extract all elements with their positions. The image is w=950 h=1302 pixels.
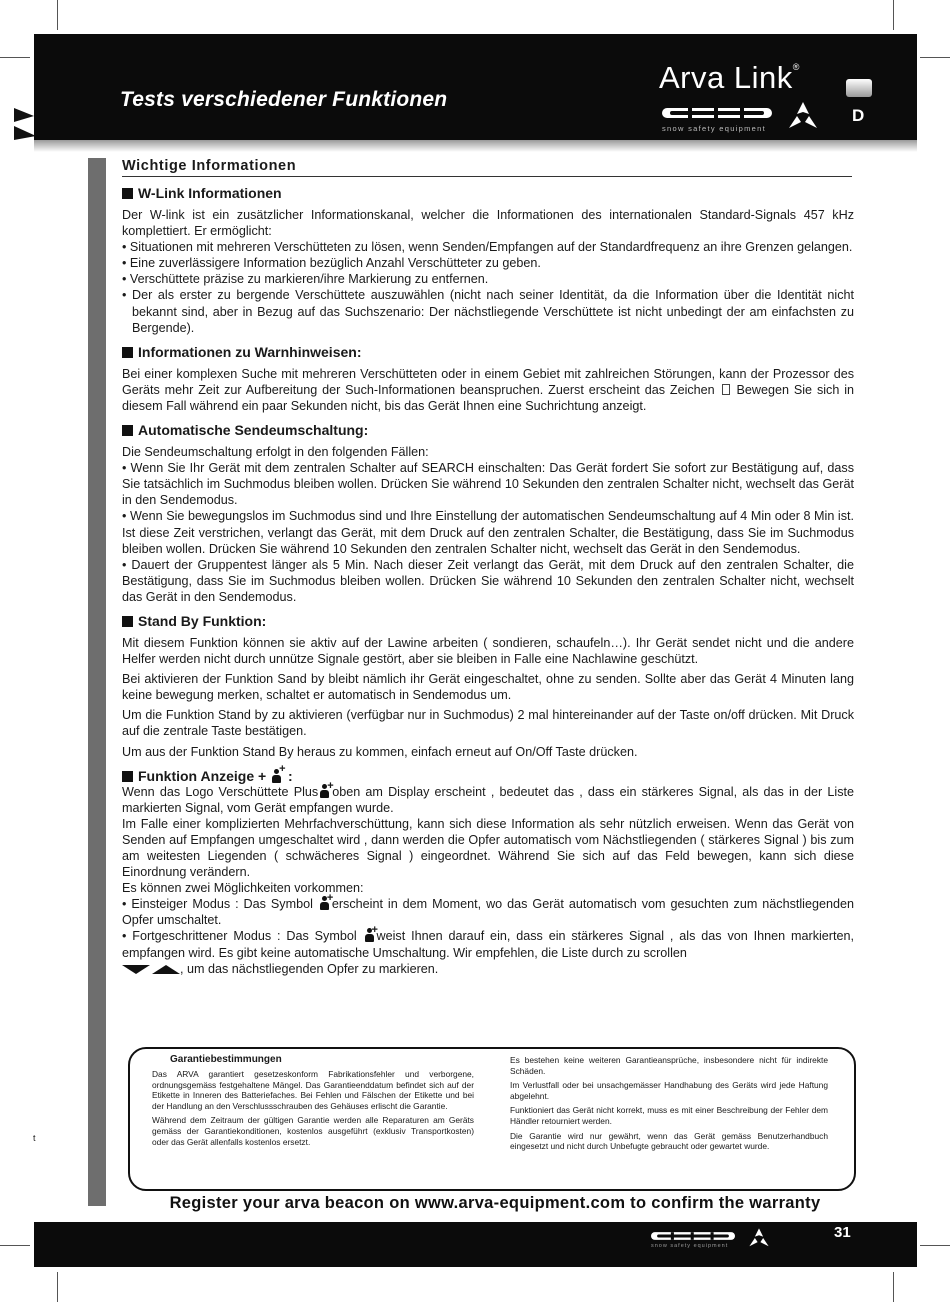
- warranty-paragraph: Funktioniert das Gerät nicht korrekt, muss es mit einer Beschreibung der Fehler dem Händler retourniert werden.: [510, 1105, 828, 1126]
- crop-mark: [57, 0, 58, 30]
- square-bullet-icon: [122, 347, 133, 358]
- brand-name-text: Arva Link: [659, 60, 793, 95]
- paragraph: Mit diesem Funktion können sie aktiv auf der Lawine arbeiten ( sondieren, schaufeln…). Ihr Gerät sendet nicht und die andere Helfer werden nicht durch unnütze Signale gestört, aber sie bleiben in Falle eine Nachlawine geschützt.: [122, 635, 854, 667]
- crop-mark: [0, 57, 30, 58]
- section-heading-standby: [122, 613, 854, 629]
- square-bullet-icon: [122, 771, 133, 782]
- mountain-edge-icon: [14, 100, 36, 140]
- section-heading-auto-switch: [122, 422, 854, 438]
- crop-mark: [920, 1245, 950, 1246]
- heading-text: Informationen zu Warnhinweisen:: [138, 343, 362, 360]
- text-span: • Einsteiger Modus : Das Symbol: [122, 897, 313, 912]
- heading-colon: :: [288, 767, 293, 784]
- text-span: weist Ihnen darauf ein, dass ein stärkeres Signal , als das von Ihnen markierten, empfangen wird. Es gibt keine automatische Umschaltung. Wir empfehlen, die Liste durch zu scrollen: [122, 929, 854, 960]
- text-span: Bewegen Sie sich in diesem Fall während ein paar Sekunden nicht, bis das Gerät Ihnen eine Suchrichtung anzeigt.: [122, 382, 855, 413]
- person-plus-icon: +: [319, 784, 331, 798]
- warranty-paragraph: Das ARVA garantiert gesetzeskonform Fabrikationsfehler und verborgene, ordnungsgemäss festgehaltene Mängel. Das Garantieenddatum befindet sich auf der Etikette in Inneren des Batteriefaches. Bei Fehlen und Fälschen der Etikette und bei der Handlung an den Verschlussschrauben des Gehäuses erlischt die Garantie.: [152, 1069, 474, 1111]
- paragraph: Um aus der Funktion Stand By heraus zu kommen, einfach erneut auf On/Off Taste drücken.: [122, 744, 638, 759]
- section-main-title: Wichtige Informationen: [122, 158, 852, 177]
- bullet-item: • Wenn Sie Ihr Gerät mit dem zentralen Schalter auf SEARCH einschalten: Das Gerät fordert Sie sofort zur Bestätigung auf, dass Sie tatsächlich im Suchmodus bleiben wollen. Drücken Sie während 10 Sekunden den zentralen Schalter nicht, wechselt das Gerät in den Sendemodus.: [122, 461, 854, 508]
- warranty-right-column: [510, 1055, 828, 1156]
- bullet-item: • Situationen mit mehreren Verschütteten zu lösen, wenn Senden/Empfangen auf der Standardfrequenz an ihre Grenzen gelangen.: [122, 240, 853, 255]
- paragraph: [122, 366, 854, 414]
- page-number: 31: [834, 1224, 851, 1241]
- warranty-paragraph: Die Garantie wird nur gewährt, wenn das Gerät gemäss Benutzerhandbuch eingesetzt und nicht durch Unbefugte gebraucht oder gewartet wurde.: [510, 1130, 828, 1152]
- heading-text: W-Link Informationen: [138, 185, 282, 201]
- bullet-item: • Eine zuverlässigere Information bezüglich Anzahl Verschütteter zu geben.: [122, 256, 541, 271]
- person-plus-icon: +: [364, 928, 376, 942]
- crop-mark: [893, 1272, 894, 1302]
- paragraph: Bei aktivieren der Funktion Sand by bleibt nämlich ihr Gerät eingeschaltet, ohne zu senden. Sollte aber das Gerät 4 Minuten lang keine bewegung merken, schaltet er automatisch in Sendemodus um.: [122, 672, 854, 703]
- paragraph: [122, 779, 854, 816]
- bullet-item: • Verschüttete präzise zu markieren/ihre Markierung zu entfernen.: [122, 272, 489, 287]
- warranty-paragraph: Im Verlustfall oder bei unsachgemässer Handhabung des Geräts wird jede Haftung abgelehnt.: [510, 1080, 828, 1101]
- arva-logo-icon: [662, 106, 772, 120]
- arva-logo-icon: [651, 1230, 735, 1242]
- register-link-text: Register your arva beacon on www.arva-equipment.com to confirm the warranty: [169, 1194, 821, 1212]
- section-heading-wlink: [122, 185, 854, 201]
- bullet-item: [122, 924, 854, 976]
- bullet-item: [122, 892, 855, 928]
- text-span: erscheint in dem Moment, wo das Gerät automatisch vom gesuchten zum nächstliegenden Opfer umschaltet.: [122, 897, 855, 928]
- bullet-item: • Wenn Sie bewegungslos im Suchmodus sind und Ihre Einstellung der automatischen Sendeumschaltung auf 4 Min oder 8 Min ist. Ist diese Zeit verstrichen, verlangt das Gerät, mit dem Druck auf den zentralen Schalter, die Bestätigung, dass Sie im Suchmodus bleiben wollen. Drücken Sie während 10 Sekunden den zentralen Schalter nicht, wechselt das Gerät in den Sendemodus.: [122, 509, 854, 556]
- sidebar-bar: [88, 158, 106, 1206]
- crop-mark: [57, 1272, 58, 1302]
- warranty-paragraph: Während dem Zeitraum der gültigen Garantie werden alle Reparaturen am Geräts gemäss der Garantiekonditionen, kostenlos ausgeführt (exklusiv Transportkosten) oder das Gerät allenfalls kostenlos ersetzt.: [152, 1115, 474, 1147]
- heading-text: Funktion Anzeige +: [138, 767, 267, 784]
- text-span: oben am Display erscheint , bedeutet das , dass ein stärkeres Signal, als das in der Liste markierten Signal, vom Gerät empfangen wurde.: [122, 784, 854, 815]
- main-content: [122, 158, 854, 977]
- scroll-arrows-icon: [122, 963, 180, 975]
- heading-text: Stand By Funktion:: [138, 612, 267, 629]
- paragraph: Im Falle einer komplizierten Mehrfachverschüttung, kann sich diese Information als sehr nützlich erweisen. Wenn das Gerät von Senden auf Empfangen umgeschaltet wird , dann werden die Opfer automatisch vom Nächstliegenden ( stärkeres Signal ) bis zum am weitesten Liegenden ( schwächeres Signal ) eingeordnet. Während Sie sich auf das Feld bewegen, kann sich diese Einordnung verändern.: [122, 816, 854, 880]
- warranty-left-column: [152, 1069, 474, 1151]
- language-code: D: [852, 106, 865, 125]
- section-heading-warnings: [122, 344, 854, 360]
- text-span: • Fortgeschrittener Modus : Das Symbol: [122, 929, 357, 944]
- hourglass-icon: [722, 384, 730, 395]
- brand-name: [659, 60, 800, 96]
- paragraph: Es können zwei Möglichkeiten vorkommen:: [122, 881, 364, 896]
- paragraph: Die Sendeumschaltung erfolgt in den folgenden Fällen:: [122, 445, 429, 460]
- page-footer: [34, 1222, 917, 1267]
- language-flag-icon: [846, 79, 872, 97]
- header-shadow: [34, 140, 917, 152]
- warranty-paragraph: Es bestehen keine weiteren Garantieansprüche, insbesondere nicht für indirekte Schäden.: [510, 1055, 828, 1076]
- heading-text: Automatische Sendeumschaltung:: [138, 422, 369, 439]
- square-bullet-icon: [122, 425, 133, 436]
- page-header: [34, 34, 917, 140]
- person-plus-icon: +: [319, 896, 331, 910]
- paragraph: Um die Funktion Stand by zu aktivieren (verfügbar nur in Suchmodus) 2 mal hintereinander auf der Taste on/off drücken. Mit Druck auf die zentrale Taste bestätigen.: [122, 708, 854, 739]
- bullet-item: • Dauert der Gruppentest länger als 5 Min. Nach dieser Zeit verlangt das Gerät, mit dem Druck auf den zentralen Schalter, die Bestätigung, dass Sie im Suchmodus bleiben wollen. Drücken Sie während 10 Sekunden den zentralen Schalter nicht, wechselt das Gerät in den Sendemodus.: [122, 557, 854, 604]
- footer-brand-subtitle: snow safety equipment: [651, 1243, 729, 1249]
- text-span: , um das nächstliegenden Opfer zu markieren.: [180, 961, 439, 976]
- paragraph: Der W-link ist ein zusätzlicher Informationskanal, welcher die Informationen des internationalen Standard-Signals 457 kHz komplettiert. Er ermöglicht:: [122, 208, 854, 239]
- page-title: Tests verschiedener Funktionen: [120, 88, 448, 111]
- square-bullet-icon: [122, 188, 133, 199]
- mountain-logo-icon: [787, 100, 819, 132]
- warranty-box: [128, 1047, 856, 1191]
- bullet-item: • Der als erster zu bergende Verschüttete auszuwählen (nicht nach seiner Identität, da die Information über die Identität nicht bekannt sind, aber in Bezug auf das Suchszenario: Der nächstliegende Verschüttete ist nicht unbedingt der am einfachsten zu Bergende).: [122, 288, 854, 335]
- section-heading-display-plus: [122, 762, 854, 784]
- crop-mark: [920, 57, 950, 58]
- square-bullet-icon: [122, 616, 133, 627]
- text-span: Bei einer komplexen Suche mit mehreren Verschütteten oder in einem Gebiet mit zahlreichen Störungen, kann der Prozessor des Geräts mehr Zeit zur Aufbereitung der Such-Informationen beanspruchen. Zuerst erscheint das Zeichen: [122, 366, 854, 397]
- warranty-title: Garantiebestimmungen: [170, 1054, 282, 1065]
- crop-mark: [0, 1245, 30, 1246]
- mountain-logo-icon: [748, 1227, 770, 1249]
- text-span: Wenn das Logo Verschüttete Plus: [122, 784, 319, 799]
- person-plus-icon: +: [271, 769, 283, 783]
- margin-mark: t: [33, 1133, 36, 1143]
- brand-subtitle: snow safety equipment: [662, 124, 767, 133]
- brand-reg-mark: ®: [792, 62, 800, 72]
- crop-mark: [893, 0, 894, 30]
